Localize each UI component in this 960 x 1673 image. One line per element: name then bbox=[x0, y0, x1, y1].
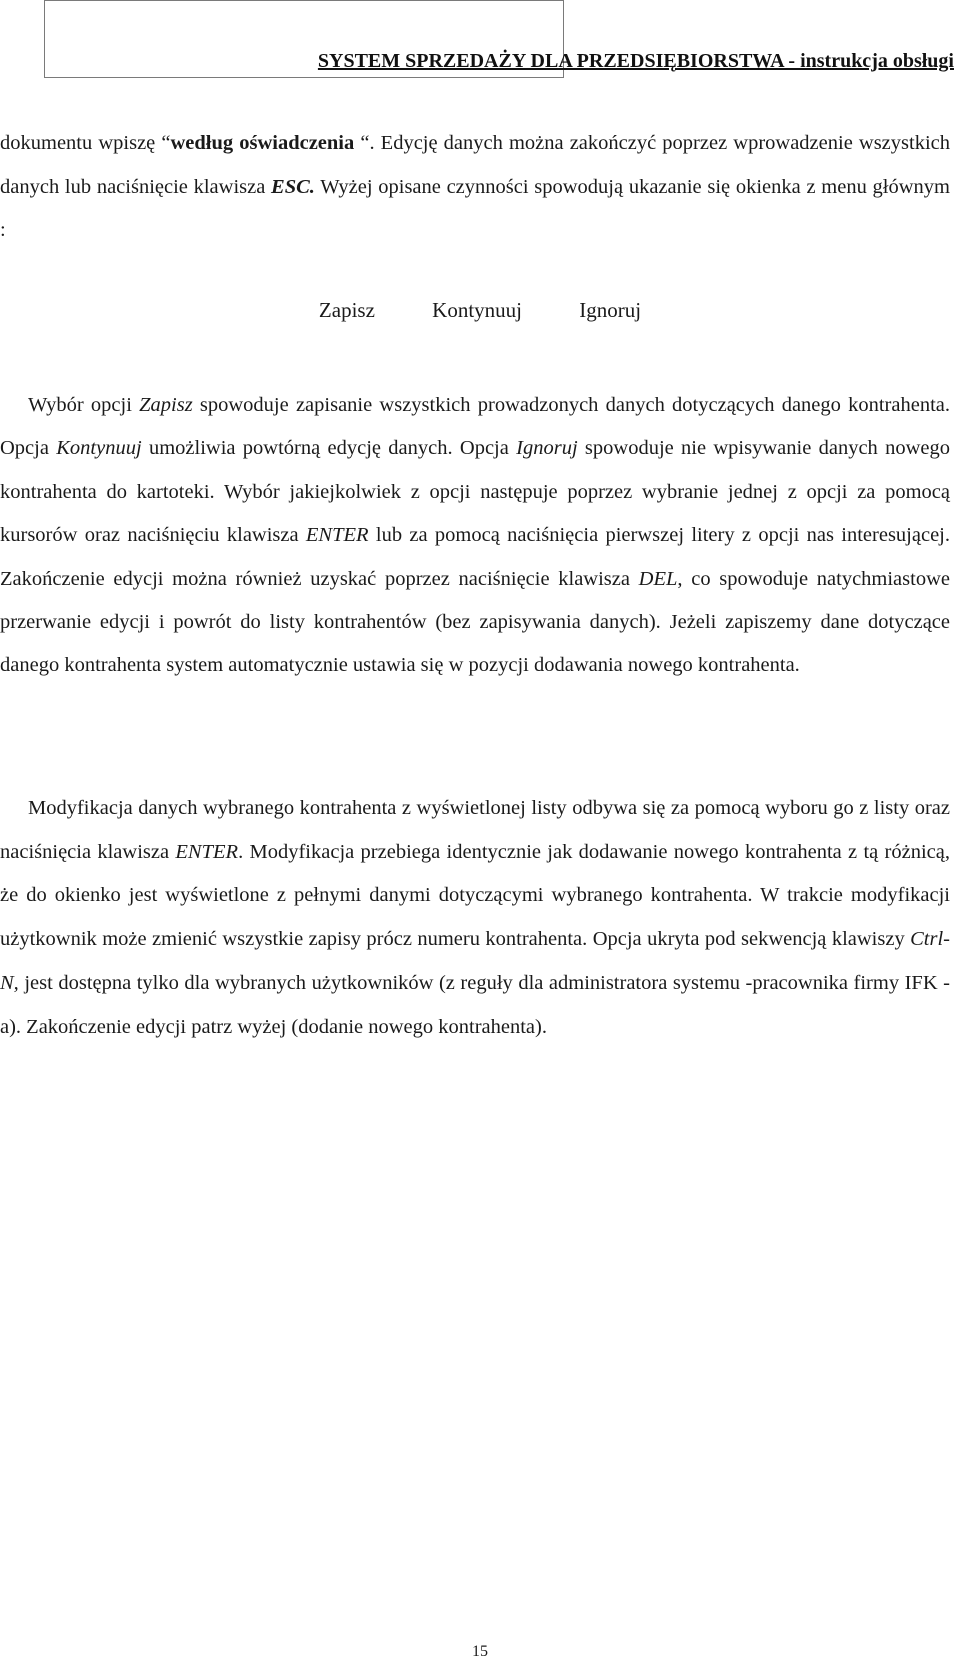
text-fragment: lub za pomocą naciśnięcia pierwszej litery z opcji nas interesującej. Zakończenie edycji można również uzyskać poprzez naciśnięcie klawisza bbox=[0, 524, 950, 590]
option-kontynuuj: Kontynuuj bbox=[432, 298, 522, 322]
key-esc: ESC. bbox=[271, 175, 315, 198]
text-fragment: spowoduje nie wpisywanie danych nowego kontrahenta do kartoteki. Wybór jakiejkolwiek z opcji następuje poprzez wybranie jednej z opcji za pomocą kursorów oraz naciśnięciu klawisza bbox=[0, 437, 950, 547]
option-zapisz: Zapisz bbox=[318, 298, 375, 322]
text-fragment: Modyfikacja danych wybranego kontrahenta z wyświetlonej listy odbywa się za pomocą wyboru go z listy oraz naciśnięcia klawisza bbox=[0, 797, 950, 863]
text-fragment: Wyżej opisane czynności spowodują ukazanie się okienka z menu głównym : bbox=[0, 175, 950, 241]
page-header-title: SYSTEM SPRZEDAŻY DLA PRZEDSIĘBIORSTWA - instrukcja obsługi bbox=[317, 50, 954, 72]
paragraph-intro bbox=[0, 122, 950, 253]
italic-term: ENTER bbox=[305, 524, 369, 547]
italic-term: ENTER bbox=[175, 840, 239, 863]
italic-term: DEL bbox=[638, 567, 678, 590]
menu-options bbox=[0, 298, 960, 323]
italic-term: Zapisz bbox=[139, 394, 193, 416]
bold-phrase: według oświadczenia bbox=[170, 132, 355, 154]
italic-term: Ignoruj bbox=[516, 437, 578, 460]
paragraph-modification bbox=[0, 787, 950, 1049]
text-fragment: . Modyfikacja przebiega identycznie jak dodawanie nowego kontrahenta z tą różnicą, że do okienko jest wyświetlone z pełnymi danymi dotyczącymi wybranego kontrahenta. W trakcie modyfikacji użytkownik może zmienić wszystkie zapisy prócz numeru kontrahenta. Opcja ukryta pod sekwencją klawiszy bbox=[0, 840, 950, 951]
text-fragment: umożliwia powtórną edycję danych. Opcja bbox=[141, 437, 517, 460]
text-fragment: Wybór opcji bbox=[28, 394, 140, 416]
paragraph-options bbox=[0, 384, 950, 688]
option-ignoruj: Ignoruj bbox=[579, 298, 642, 322]
text-fragment: jest dostępna tylko dla wybranych użytkowników (z reguły dla administratora systemu -pracownika firmy IFK - a). Zakończenie edycji patrz wyżej (dodanie nowego kontrahenta). bbox=[0, 971, 950, 1038]
text-fragment: spowoduje zapisanie wszystkich prowadzonych danych dotyczących danego kontrahenta. Opcja bbox=[0, 394, 951, 460]
text-fragment: , co spowoduje natychmiastowe przerwanie edycji i powrót do listy kontrahentów (bez zapisywania danych). Jeżeli zapiszemy dane dotyczące danego kontrahenta system automatycznie ustawia się w pozycji dodawania nowego kontrahenta. bbox=[0, 567, 950, 677]
text-fragment: dokumentu wpiszę “ bbox=[0, 132, 171, 154]
italic-term: Kontynuuj bbox=[56, 437, 142, 460]
page-number: 15 bbox=[472, 1643, 488, 1660]
text-fragment: “. Edycję danych można zakończyć poprzez wprowadzenie wszystkich danych lub naciśnięcie klawisza bbox=[0, 132, 950, 198]
italic-term: Ctrl-N, bbox=[0, 928, 950, 994]
